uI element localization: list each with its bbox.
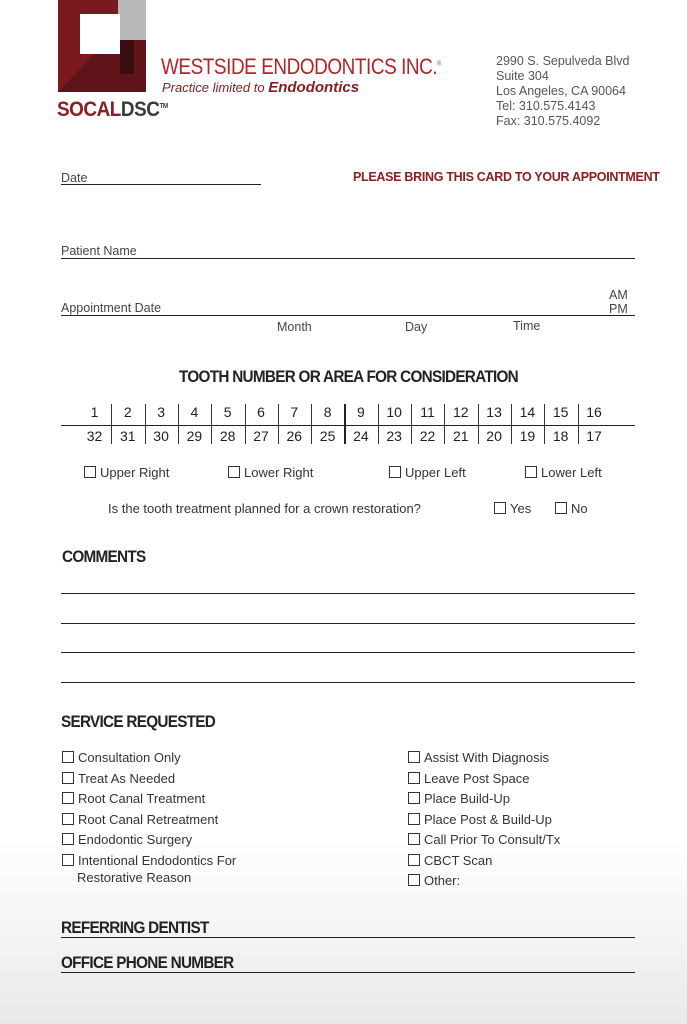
left-item[interactable] [62, 769, 236, 790]
tooth-upper-4[interactable]: 4 [190, 404, 199, 420]
crown-yes-checkbox[interactable] [494, 502, 506, 514]
crown-no-option[interactable]: No [555, 501, 588, 516]
tooth-upper-1[interactable]: 1 [90, 404, 99, 420]
tooth-separator [178, 404, 179, 444]
tooth-lower-24[interactable]: 24 [353, 428, 369, 444]
right-item[interactable] [408, 830, 560, 851]
service-label: Call Prior To Consult/Tx [424, 832, 561, 847]
crown-no-checkbox[interactable] [555, 502, 567, 514]
service-label: Assist With Diagnosis [424, 750, 549, 765]
service-label: Leave Post Space [424, 770, 530, 786]
tooth-upper-5[interactable]: 5 [223, 404, 232, 420]
tooth-separator [511, 404, 512, 444]
tooth-lower-31[interactable]: 31 [120, 428, 136, 444]
service-list-left [62, 748, 236, 885]
tooth-lower-18[interactable]: 18 [552, 428, 569, 444]
service-list-right [408, 748, 560, 892]
tooth-lower-20[interactable]: 20 [486, 428, 502, 444]
service-label: Place Post & Build-Up [424, 811, 552, 827]
tooth-separator [245, 404, 246, 444]
tooth-separator [145, 404, 146, 444]
left-item[interactable] [62, 810, 236, 831]
office-phone-label: OFFICE PHONE NUMBER [61, 953, 234, 972]
lower-left-checkbox[interactable] [525, 466, 537, 478]
office-phone-field[interactable] [61, 972, 635, 973]
crown-question: Is the tooth treatment planned for a crown restoration? [108, 501, 421, 516]
tooth-separator [211, 404, 212, 444]
right-checkbox[interactable] [408, 854, 420, 866]
tooth-separator [111, 404, 112, 444]
service-label: Consultation Only [78, 750, 181, 765]
tooth-upper-3[interactable]: 3 [157, 404, 165, 420]
right-item[interactable] [408, 748, 560, 769]
comments-heading: COMMENTS [62, 547, 146, 566]
lower-right-checkbox[interactable] [228, 466, 240, 478]
right-checkbox[interactable] [408, 833, 420, 845]
left-checkbox[interactable] [62, 833, 74, 845]
referring-dentist-label: REFERRING DENTIST [61, 918, 209, 937]
tooth-lower-26[interactable]: 26 [286, 428, 303, 444]
tooth-separator [378, 404, 379, 444]
practice-tagline: Practice limited to Endodontics [162, 79, 360, 96]
right-item[interactable] [408, 789, 560, 810]
right-checkbox[interactable] [408, 813, 420, 825]
tooth-lower-21[interactable]: 21 [453, 428, 469, 444]
tooth-separator [478, 404, 479, 444]
patient-name-field[interactable] [61, 258, 635, 259]
service-label: Place Build-Up [424, 791, 510, 806]
day-label: Day [405, 320, 428, 334]
right-item[interactable] [408, 851, 560, 872]
tooth-lower-29[interactable]: 29 [186, 428, 203, 444]
tooth-separator [311, 404, 312, 444]
right-checkbox[interactable] [408, 751, 420, 763]
socaldsc-logo-text: SOCALDSC™ [57, 98, 168, 121]
tooth-grid-divider [61, 425, 635, 426]
service-label: Root Canal Retreatment [78, 811, 219, 827]
tooth-lower-27[interactable]: 27 [253, 428, 269, 444]
tooth-separator [578, 404, 579, 444]
tooth-upper-13[interactable]: 13 [486, 404, 502, 420]
tooth-lower-17[interactable]: 17 [586, 428, 602, 444]
service-label: CBCT Scan [424, 852, 493, 868]
tooth-separator [344, 404, 346, 444]
right-checkbox[interactable] [408, 792, 420, 804]
service-label: Other: [424, 873, 461, 888]
tooth-lower-30[interactable]: 30 [153, 428, 169, 444]
tooth-lower-22[interactable]: 22 [419, 428, 436, 444]
tooth-heading: TOOTH NUMBER OR AREA FOR CONSIDERATION [179, 367, 518, 386]
tooth-separator [444, 404, 445, 444]
comments-line-1[interactable] [61, 593, 635, 594]
left-checkbox[interactable] [62, 751, 74, 763]
left-checkbox[interactable] [62, 854, 74, 866]
tooth-upper-9[interactable]: 9 [356, 404, 365, 420]
tooth-separator [411, 404, 412, 444]
tooth-upper-8[interactable]: 8 [323, 404, 332, 420]
patient-name-label: Patient Name [61, 244, 137, 258]
upper-right-option[interactable]: Upper Right [84, 465, 169, 480]
tooth-lower-25[interactable]: 25 [319, 428, 336, 444]
upper-left-checkbox[interactable] [389, 466, 401, 478]
upper-right-checkbox[interactable] [84, 466, 96, 478]
service-label: Intentional Endodontics For [78, 852, 237, 868]
date-label: Date [61, 171, 88, 185]
tooth-upper-2[interactable]: 2 [123, 404, 132, 420]
month-label: Month [277, 320, 312, 334]
service-requested-heading: SERVICE REQUESTED [61, 712, 216, 731]
tooth-upper-12[interactable]: 12 [453, 404, 469, 420]
left-checkbox[interactable] [62, 813, 74, 825]
bring-card-notice: PLEASE BRING THIS CARD TO YOUR APPOINTMENT [353, 170, 660, 184]
service-label: Treat As Needed [78, 770, 176, 786]
upper-left-option[interactable]: Upper Left [389, 465, 466, 480]
comments-line-4[interactable] [61, 682, 635, 683]
practice-address: 2990 S. Sepulveda Blvd Suite 304 Los Angeles, CA 90064 Tel: 310.575.4143 Fax: 310.575.4092 [496, 54, 630, 128]
left-item[interactable] [62, 748, 236, 769]
left-checkbox[interactable] [62, 772, 74, 784]
referring-dentist-field[interactable] [61, 937, 635, 938]
comments-line-3[interactable] [61, 652, 635, 653]
right-item[interactable] [408, 810, 560, 831]
service-label: Endodontic Surgery [78, 832, 193, 847]
left-item[interactable] [62, 851, 236, 872]
right-item[interactable] [408, 871, 560, 892]
tooth-upper-16[interactable]: 16 [586, 404, 602, 420]
tooth-upper-6[interactable]: 6 [257, 404, 265, 420]
tooth-lower-23[interactable]: 23 [386, 428, 402, 444]
am-pm-label: AM PM [609, 288, 628, 316]
tooth-lower-32[interactable]: 32 [86, 428, 103, 444]
tooth-lower-19[interactable]: 19 [519, 428, 536, 444]
practice-name: WESTSIDE ENDODONTICS INC.® [161, 54, 441, 79]
tooth-separator [544, 404, 545, 444]
right-checkbox[interactable] [408, 772, 420, 784]
right-item[interactable] [408, 769, 560, 790]
tooth-separator [278, 404, 279, 444]
tooth-upper-14[interactable]: 14 [519, 404, 536, 420]
tooth-upper-7[interactable]: 7 [290, 404, 299, 420]
logo-mark [58, 0, 146, 92]
right-checkbox[interactable] [408, 874, 420, 886]
tooth-upper-11[interactable]: 11 [420, 404, 435, 420]
time-label: Time [513, 319, 541, 333]
left-item[interactable] [62, 789, 236, 810]
left-checkbox[interactable] [62, 792, 74, 804]
tooth-upper-10[interactable]: 10 [386, 404, 402, 420]
service-label-continued: Restorative Reason [77, 870, 192, 885]
date-field[interactable] [61, 184, 261, 185]
comments-line-2[interactable] [61, 623, 635, 624]
appointment-date-label: Appointment Date [61, 301, 162, 315]
lower-left-option[interactable]: Lower Left [525, 465, 602, 480]
appointment-date-field[interactable] [61, 315, 635, 316]
crown-yes-option[interactable]: Yes [494, 501, 531, 516]
tooth-upper-15[interactable]: 15 [552, 404, 569, 420]
lower-right-option[interactable]: Lower Right [228, 465, 313, 480]
left-item[interactable] [62, 830, 236, 851]
service-label: Root Canal Treatment [78, 791, 206, 806]
tooth-lower-28[interactable]: 28 [219, 428, 236, 444]
